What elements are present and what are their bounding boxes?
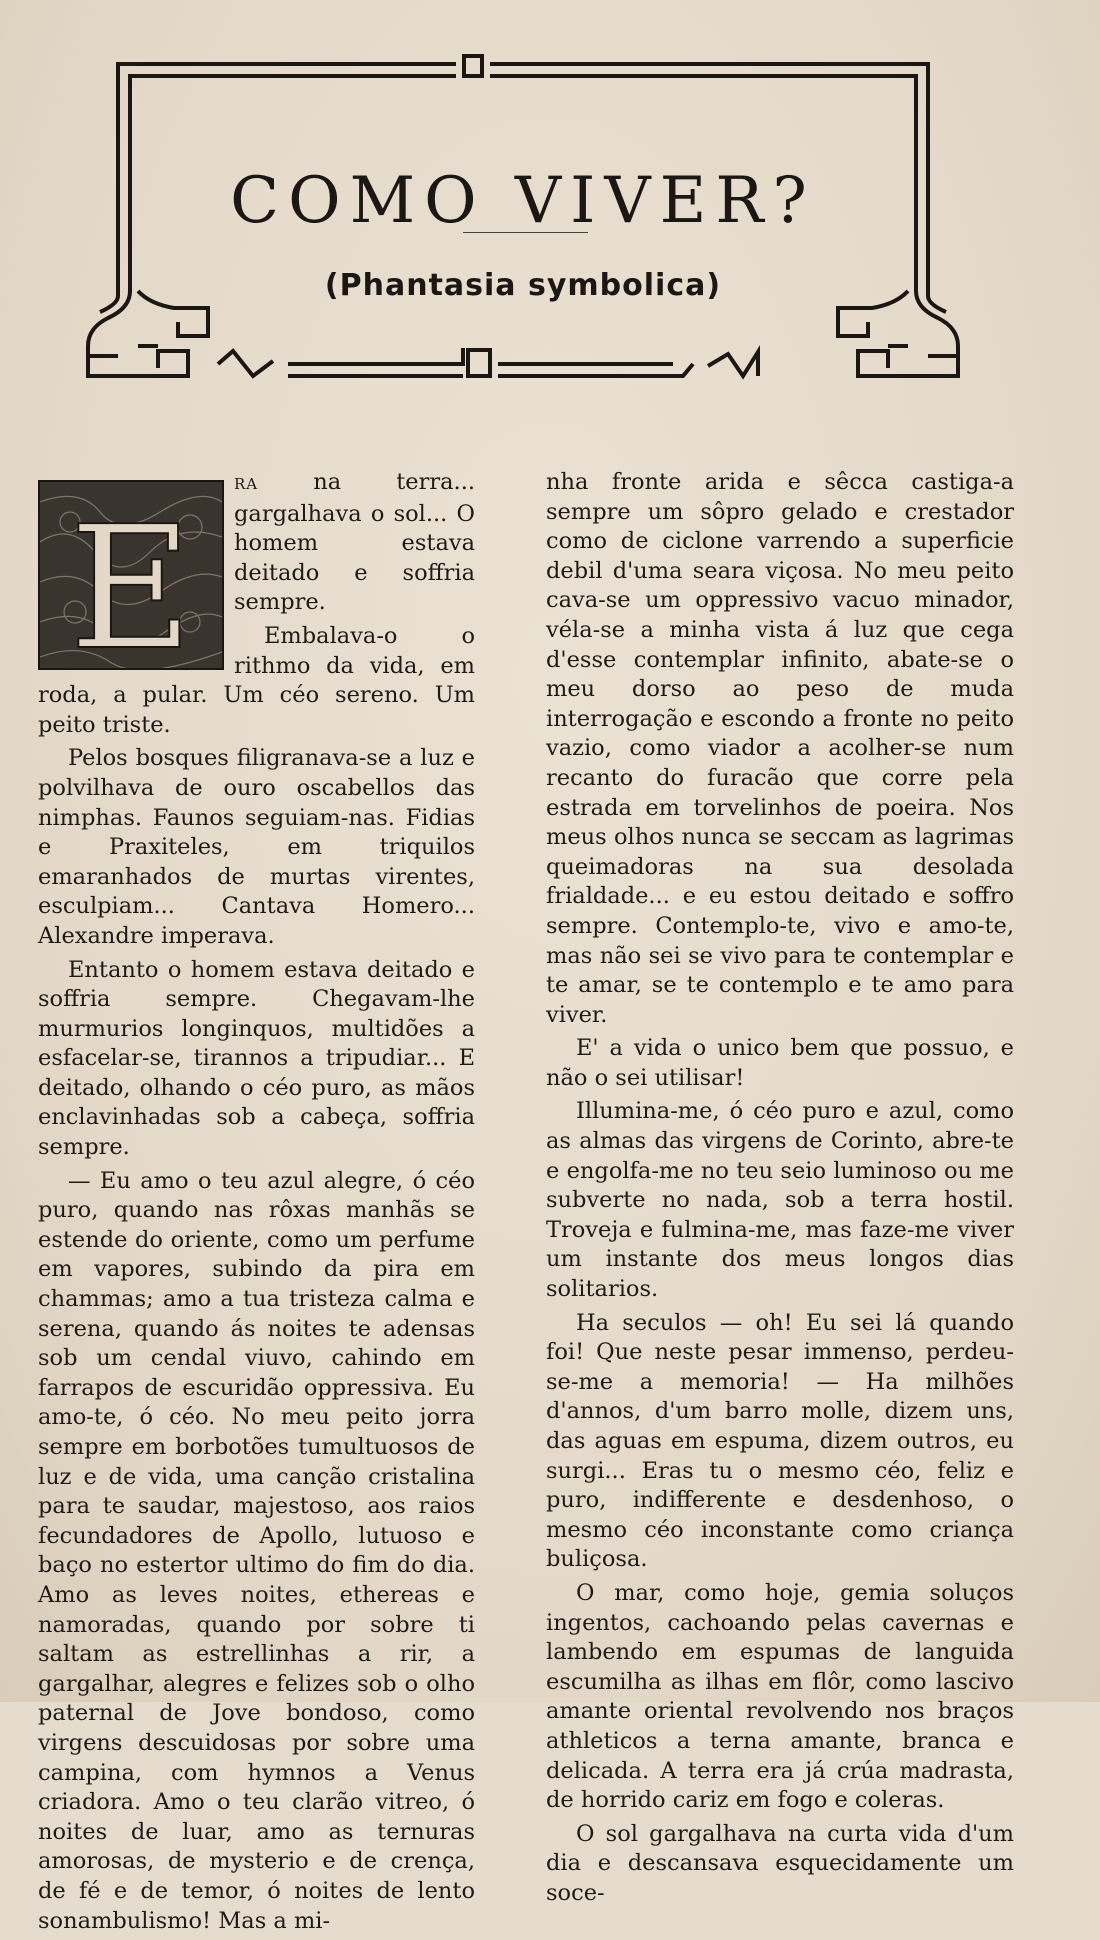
decorated-initial (38, 480, 224, 670)
paragraph: E' a vida o unico bem que possuo, e não o sei utilisar! (546, 1035, 1014, 1091)
paragraph: Pelos bosques filigranava-se a luz e polvilhava de ouro oscabellos das nimphas. Faunos seguiam-nas. Fidias e Praxiteles, em triquilos emaranhados de murtas virentes, esculpiam... Cantava Homero... Alexandre imperava. (38, 745, 475, 949)
paragraph: Embalava-o o rithmo da vida, em roda, a pular. Um céo sereno. Um peito triste. (38, 622, 475, 738)
paragraph: nha fronte arida e sêcca castiga-a sempre um sôpro gelado e crestador como de ciclone varrendo a superficie debil d'uma seara viçosa. No meu peito cava-se um oppressivo vacuo minador, véla-se a minha vista á luz que cega d'esse contemplar infinito, abate-se o meu dorso ao peso de muda interrogação e escondo a fronte no peito vazio, como viador a acolher-se num recanto do furacão que corre pela estrada em torvelinhos de poeira. Nos meus olhos nunca se seccam as lagrimas queimadoras na sua desolada frialdade... e eu estou deitado e soffro sempre. Contemplo-te, vivo e amo-te, mas não sei se vivo para te contemplar e te amar, se te contemplo e te amo para viver. (546, 469, 1014, 1028)
svg-text:E: E (68, 490, 194, 668)
ornate-letter-icon (40, 482, 222, 668)
paragraph: Ha seculos — oh! Eu sei lá quando foi! Que neste pesar immenso, perdeu-se-me a memoria! — Ha milhões d'annos, d'um barro molle, dizem uns, das aguas em espuma, dizem outros, eu surgi... Eras tu o mesmo céo, feliz e puro, indifferente e desdenhoso, o mesmo céo inconstante como criança buliçosa. (546, 1309, 1014, 1573)
paragraph: Entanto o homem estava deitado e soffria sempre. Chegavam-lhe murmurios longinquos, multidões a esfacelar-se, tirannos a tripudiar... E deitado, olhando o céo puro, as mãos enclavinhadas sob a cabeça, soffria sempre. (38, 956, 475, 1161)
article-column-left (38, 468, 475, 1940)
page-title: COMO VIVER? (230, 164, 816, 238)
paragraph: — Eu amo o teu azul alegre, ó céo puro, quando nas rôxas manhãs se estende do oriente, como um perfume em vapores, subindo da pira em chammas; amo a tua tristeza calma e serena, quando ás noites te adensas sob um cendal viuvo, cahindo em farrapos de escuridão oppressiva. Eu amo-te, ó céo. No meu peito jorra sempre em borbotões tumultuosos de luz e de vida, uma canção cristalina para te saudar, majestoso, aos raios fecundadores de Apollo, lutuoso e baço no estertor ultimo do fim do dia. Amo as leves noites, ethereas e namoradas, quando por sobre ti saltam as estrellinhas a rir, a gargalhar, alegres e felizes sob o olho paternal de Jove bondoso, como virgens descuidosas por sobre uma campina, com hymnos a Venus criadora. Amo o teu clarão vitreo, ó noites de luar, amo as ternuras amorosas, de mysterio e de crença, de fé e de temor, ó noites de lento sonambulismo! Mas a mi- (38, 1167, 475, 1934)
paragraph: O sol gargalhava na curta vida d'um dia e descansava esquecidamente um soce- (546, 1820, 1014, 1906)
title-frame (78, 46, 968, 406)
paragraph: RA na terra... gargalhava o sol... O homem estava deitado e soffria sempre. (234, 469, 475, 616)
paragraph: O mar, como hoje, gemia soluços ingentos, cachoando pelas cavernas e lambendo em espumas de languida escumilha as ilhas em flôr, como lascivo amante oriental revolvendo nos braços athleticos a terna amante, branca e delicada. A terra era já crúa madrasta, de horrido cariz em fogo e coleras. (546, 1579, 1014, 1814)
dropcap-continuation: RA (234, 475, 259, 493)
title-divider (463, 232, 588, 233)
paragraph: Illumina-me, ó céo puro e azul, como as almas das virgens de Corinto, abre-te e engolfa-me no teu seio luminoso ou me subverte no nada, sob a terra hostil. Troveja e fulmina-me, mas faze-me viver um instante dos meus longos dias solitarios. (546, 1098, 1014, 1303)
page-subtitle: (Phantasia symbolica) (324, 268, 722, 303)
article-column-right (546, 468, 1014, 1913)
